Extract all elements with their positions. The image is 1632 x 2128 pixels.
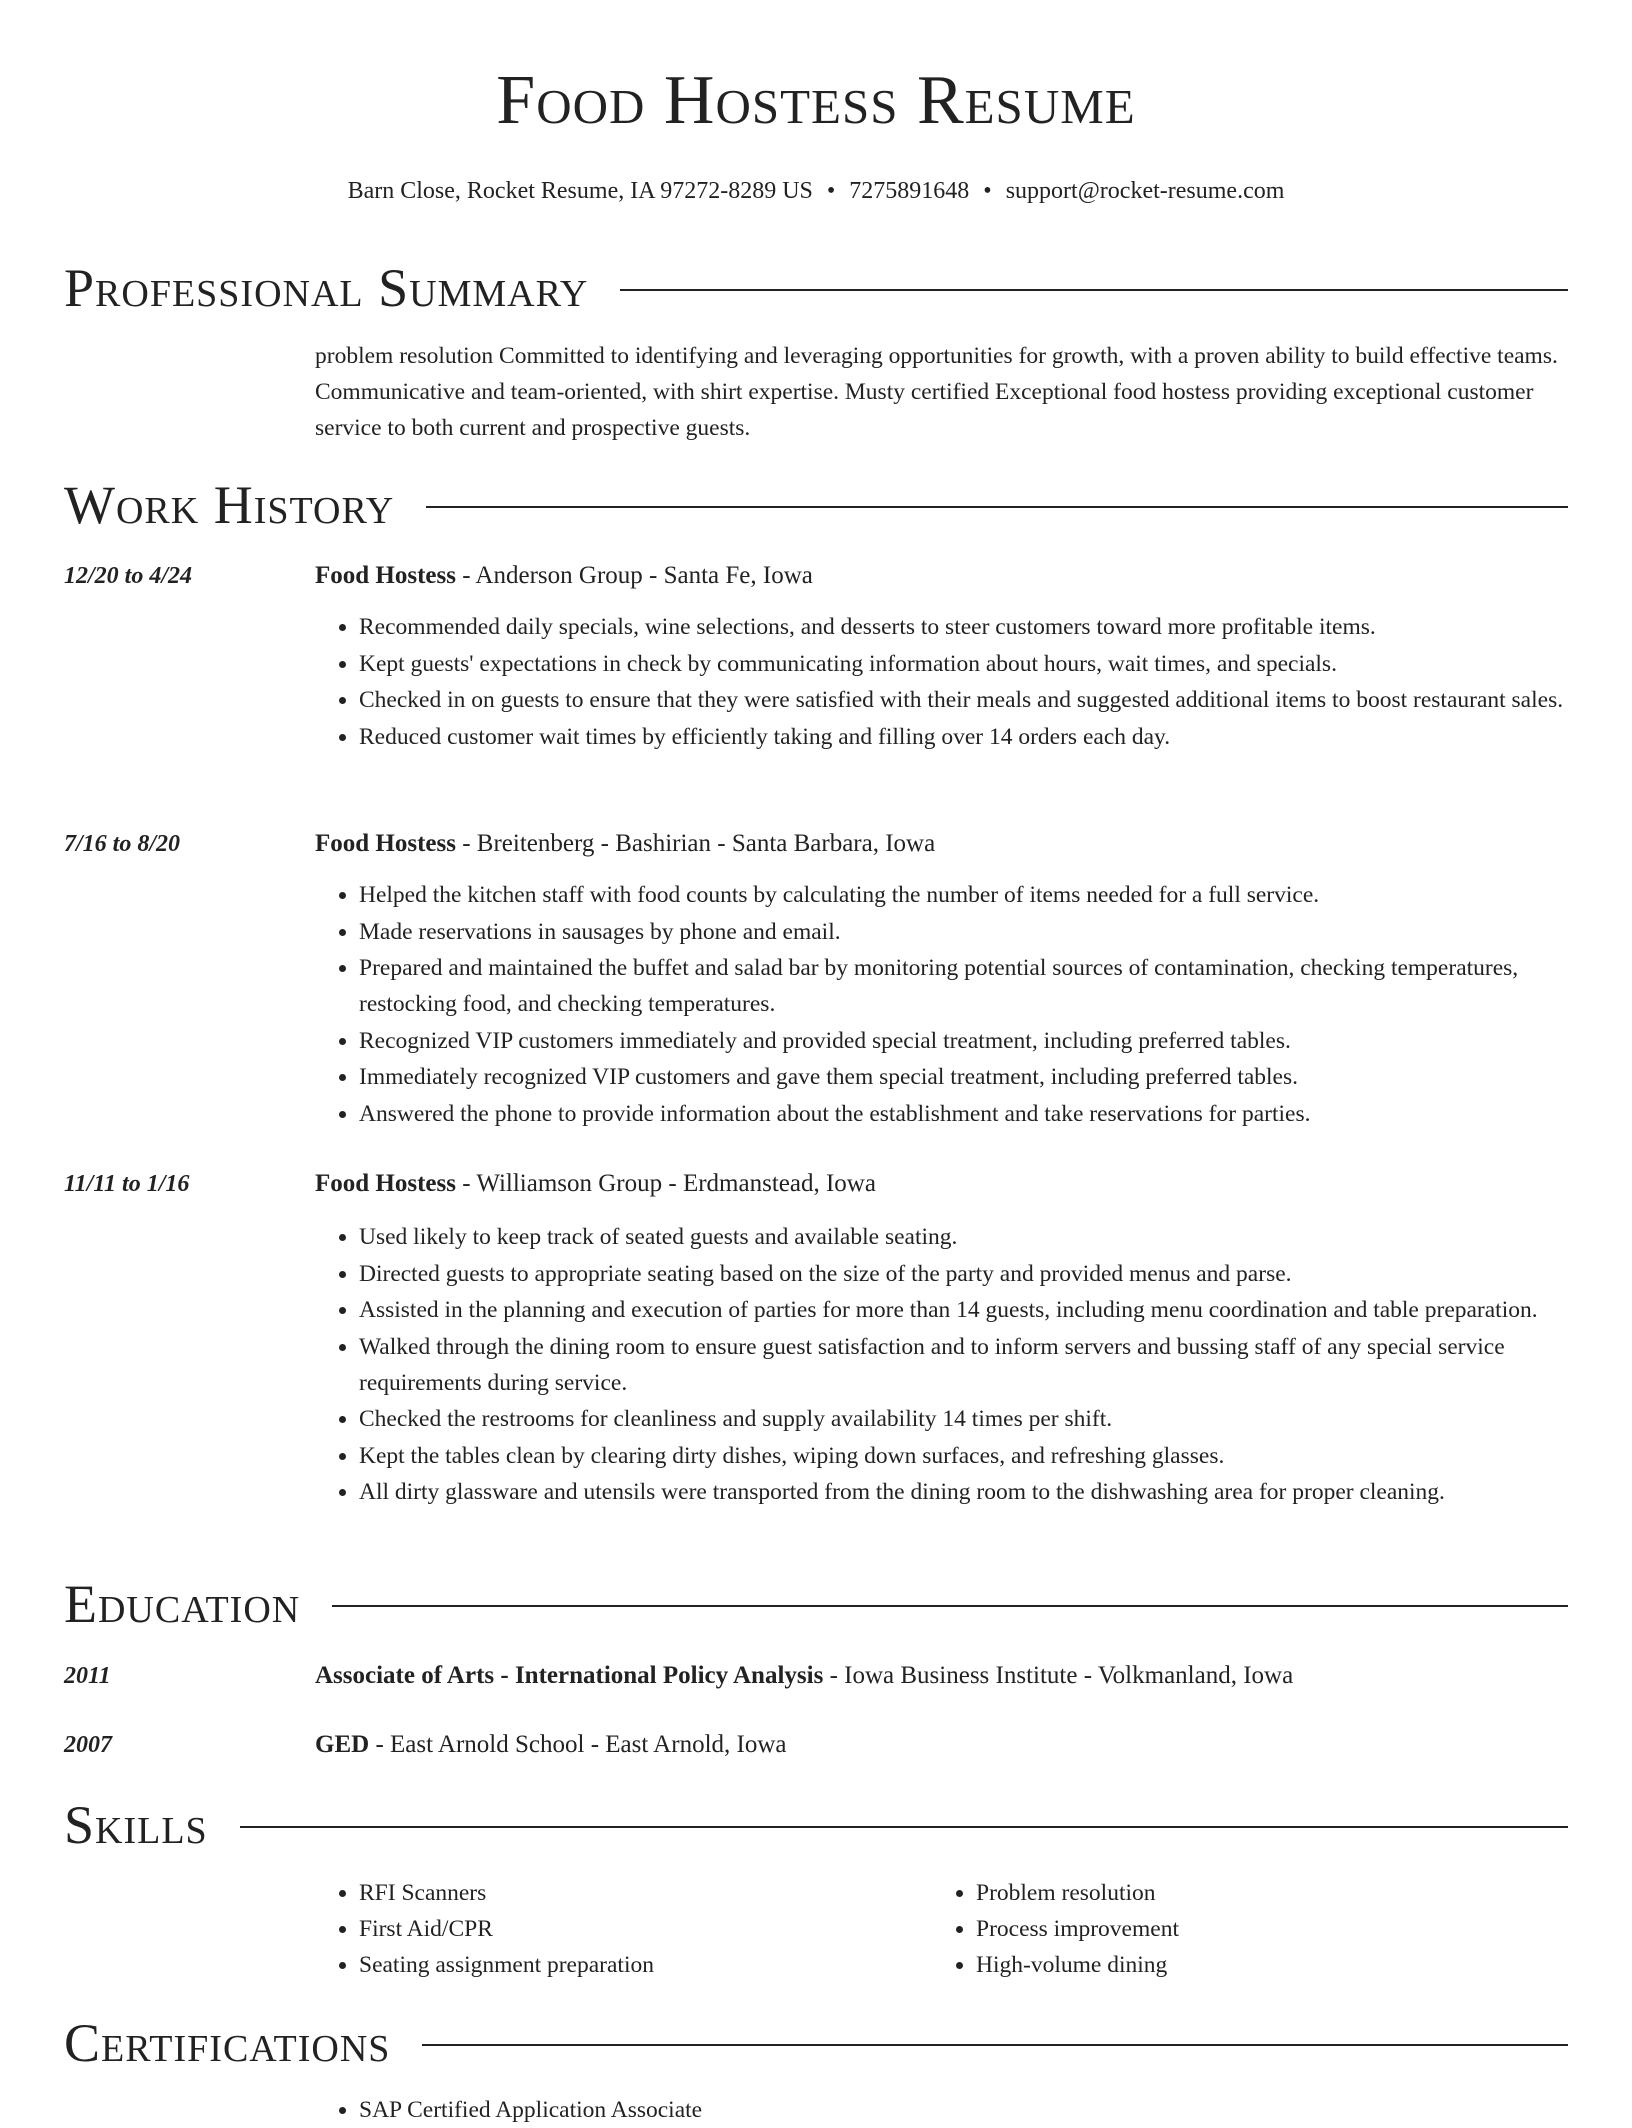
job-bullets [315,609,1612,755]
section-title: Professional Summary [64,258,589,318]
skill-item: • Process improvement [976,1911,1576,1947]
list-item: • Recommended daily specials, wine selections, and desserts to steer customers toward more profitable items. [359,609,1612,645]
list-item: • Made reservations in sausages by phone and email. [359,914,1612,950]
section-header-education [64,1569,1568,1639]
job-dates: 7/16 to 8/20 [64,831,181,857]
job-heading [315,558,1568,594]
education-heading [315,1727,1568,1763]
skill-item: • High-volume dining [976,1947,1576,1983]
section-header-certifications [64,2008,1568,2078]
job-details: - Williamson Group - Erdmanstead, Iowa [455,1170,876,1197]
section-title: Work History [64,475,395,535]
skill-item: • First Aid/CPR [359,1911,931,1947]
job-heading [315,826,1568,862]
job-details: - Breitenberg - Bashirian - Santa Barbara, Iowa [455,830,936,857]
section-title: Certifications [64,2013,391,2073]
list-item: • All dirty glassware and utensils were transported from the dining room to the dishwashing area for proper cleaning. [359,1474,1612,1510]
education-year: 2011 [64,1663,111,1689]
contact-phone: 7275891648 [849,178,970,204]
education-degree: Associate of Arts - International Policy Analysis [315,1662,824,1689]
section-divider [422,2044,1568,2046]
job-title: Food Hostess [315,1170,456,1197]
contact-separator: • [983,178,992,204]
certifications-list [315,2092,1612,2128]
list-item: • Immediately recognized VIP customers and gave them special treatment, including preferred tables. [359,1059,1612,1095]
section-title: Skills [64,1795,208,1855]
contact-line [64,174,1568,208]
section-divider [332,1605,1568,1607]
list-item: • Kept guests' expectations in check by communicating information about hours, wait times, and specials. [359,646,1612,682]
summary-text: problem resolution Committed to identifying and leveraging opportunities for growth, with a proven ability to build effective teams. Communicative and team-oriented, with shirt expertise. Musty certified Exceptional food hostess providing exceptional customer service to both current and prospective guests. [315,343,1558,441]
list-item: • Kept the tables clean by clearing dirty dishes, wiping down surfaces, and refreshing glasses. [359,1438,1612,1474]
education-heading [315,1658,1568,1694]
education-details: - East Arnold School - East Arnold, Iowa [369,1731,787,1758]
list-item: • Checked in on guests to ensure that they were satisfied with their meals and suggested additional items to boost restaurant sales. [359,682,1612,718]
contact-email: support@rocket-resume.com [1005,178,1285,204]
list-item: • Walked through the dining room to ensure guest satisfaction and to inform servers and bussing staff of any special service requirements during service. [359,1329,1612,1401]
list-item: • Directed guests to appropriate seating based on the size of the party and provided menus and parse. [359,1256,1612,1292]
list-item: • Used likely to keep track of seated guests and available seating. [359,1219,1612,1255]
list-item: • Prepared and maintained the buffet and salad bar by monitoring potential sources of contamination, checking temperatures, restocking food, and checking temperatures. [359,950,1612,1022]
job-dates: 11/11 to 1/16 [64,1171,190,1197]
education-degree: GED [315,1731,370,1758]
education-details: - Iowa Business Institute - Volkmanland, Iowa [823,1662,1294,1689]
section-header-work-history [64,470,1568,540]
certification-item: • SAP Certified Application Associate [359,2092,1612,2128]
list-item: • Recognized VIP customers immediately and provided special treatment, including preferred tables. [359,1023,1612,1059]
job-bullets [315,1219,1612,1511]
contact-separator: • [826,178,836,204]
education-year: 2007 [64,1732,112,1758]
skill-item: • Problem resolution [976,1875,1576,1911]
skill-item: • RFI Scanners [359,1875,931,1911]
job-dates: 12/20 to 4/24 [64,563,193,589]
contact-address: Barn Close, Rocket Resume, IA 97272-8289 US [347,178,813,204]
section-divider [240,1826,1568,1828]
list-item: • Checked the restrooms for cleanliness and supply availability 14 times per shift. [359,1401,1612,1437]
job-heading [315,1166,1568,1202]
job-details: - Anderson Group - Santa Fe, Iowa [455,562,813,589]
section-divider [426,506,1568,508]
list-item: • Helped the kitchen staff with food counts by calculating the number of items needed for a full service. [359,877,1612,913]
resume-page [64,0,1568,2123]
job-title: Food Hostess [315,830,456,857]
section-header-skills [64,1790,1568,1860]
skills-list-left [315,1875,931,1983]
section-title: Education [64,1574,301,1634]
list-item: • Answered the phone to provide information about the establishment and take reservations for parties. [359,1096,1612,1132]
section-divider [620,289,1568,291]
list-item: • Assisted in the planning and execution of parties for more than 14 guests, including menu coordination and table preparation. [359,1292,1612,1328]
job-bullets [315,877,1612,1132]
list-item: • Reduced customer wait times by efficiently taking and filling over 14 orders each day. [359,719,1612,755]
resume-title: Food Hostess Resume [496,62,1136,139]
job-title: Food Hostess [315,562,456,589]
skills-list-right [932,1875,1576,1983]
section-header-summary [64,253,1568,323]
skill-item: • Seating assignment preparation [359,1947,931,1983]
